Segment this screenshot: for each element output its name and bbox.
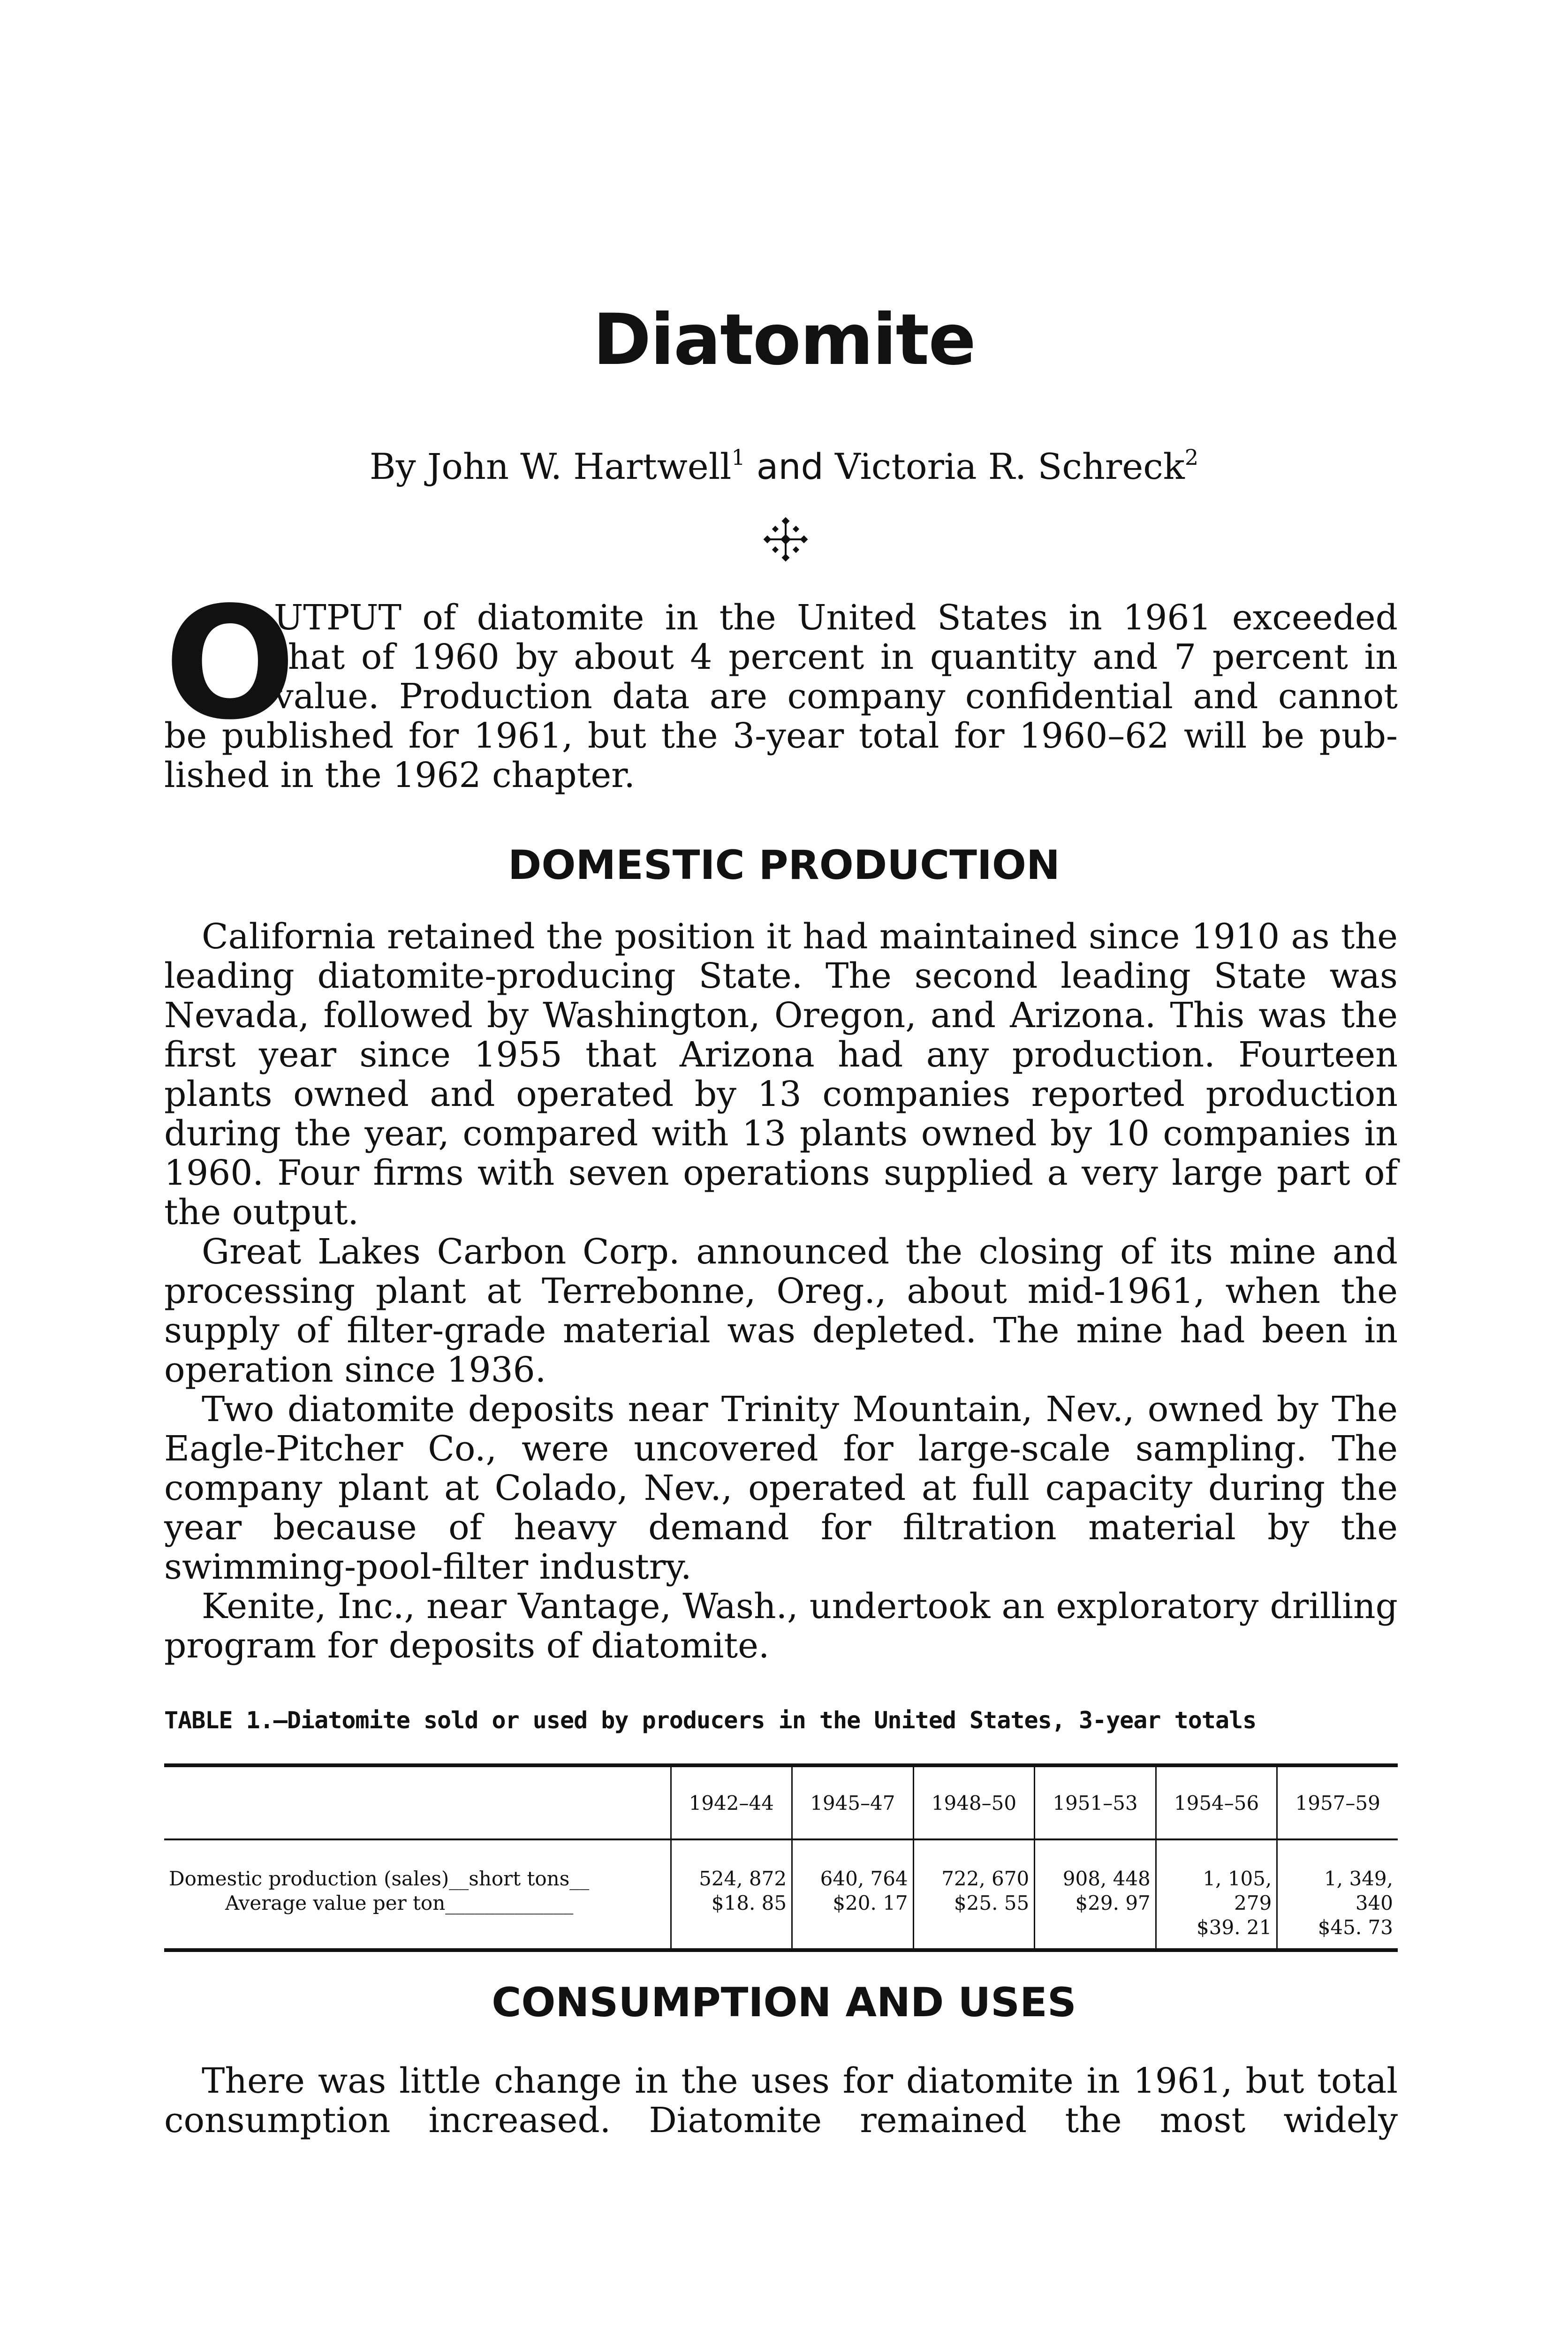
intro-line: be published for 1961, but the 3-year total for 1960–62 will be pub-: [164, 716, 1398, 756]
cell-value: 722, 670: [941, 1867, 1030, 1890]
row-label: Average value per ton_____________: [225, 1891, 574, 1914]
header-blank: [164, 1765, 671, 1839]
byline: [0, 443, 1568, 490]
column-header: 1951–53: [1035, 1765, 1156, 1839]
cell-value: $29. 97: [1075, 1891, 1151, 1914]
table-header-row: [164, 1765, 1398, 1839]
consumption-text: [164, 2061, 1398, 2140]
author-2: Victoria R. Schreck: [834, 446, 1185, 487]
heading-consumption-and-uses: CONSUMPTION AND USES: [492, 1979, 1076, 2026]
table-cell: [1277, 1839, 1398, 1950]
ornament-icon: [760, 514, 811, 565]
column-header: 1948–50: [913, 1765, 1035, 1839]
column-header: 1954–56: [1156, 1765, 1277, 1839]
table-cell: [1156, 1839, 1277, 1950]
cell-value: 640, 764: [820, 1867, 908, 1890]
cell-value: 908, 448: [1062, 1867, 1151, 1890]
column-header: 1957–59: [1277, 1765, 1398, 1839]
paragraph: California retained the position it had maintained since 1910 as the leading diatomite-producing State. The second leading State was Nevada, followed by Washington, Oregon, and Arizona. This was the first year since 1955 that Arizona had any production. Fourteen plants owned and operated by 13 companies reported production during the year, compared with 13 plants owned by 10 companies in 1960. Four firms with seven operations supplied a very large part of the output.: [164, 916, 1398, 1233]
cell-value: $39. 21: [1197, 1916, 1272, 1939]
table-row: [164, 1839, 1398, 1950]
cell-value: 524, 872: [699, 1867, 787, 1890]
intro-line: value. Production data are company confidential and cannot: [274, 676, 1398, 717]
table-cell: [671, 1839, 792, 1950]
paragraph: Kenite, Inc., near Vantage, Wash., undertook an exploratory drilling program for deposits of diatomite.: [164, 1586, 1398, 1666]
paragraph: There was little change in the uses for diatomite in 1961, but total consumption increased. Diatomite remained the most widely: [164, 2061, 1398, 2141]
table-cell: [1035, 1839, 1156, 1950]
cell-value: 1, 105, 279: [1203, 1867, 1272, 1914]
byline-and: and: [756, 446, 824, 487]
intro-line: UTPUT of diatomite in the United States in 1961 exceeded: [274, 598, 1398, 638]
column-header: 1945–47: [792, 1765, 914, 1839]
author-1: By John W. Hartwell: [369, 446, 732, 487]
intro-line: that of 1960 by about 4 percent in quantity and 7 percent in: [274, 637, 1398, 677]
cell-value: 1, 349, 340: [1324, 1867, 1393, 1914]
page-title: Diatomite: [592, 299, 976, 381]
row-label: Domestic production (sales)__short tons__: [169, 1867, 590, 1890]
table-caption: TABLE 1.—Diatomite sold or used by producers in the United States, 3-year totals: [164, 1707, 1257, 1734]
paragraph: Great Lakes Carbon Corp. announced the closing of its mine and processing plant at Terrebonne, Oreg., about mid-1961, when the supply of filter-grade material was depleted. The mine had been in operation since 1936.: [164, 1232, 1398, 1390]
drop-cap: O: [164, 574, 296, 754]
cell-value: $20. 17: [833, 1891, 908, 1914]
footnote-mark-1: 1: [731, 445, 745, 470]
cell-value: $25. 55: [954, 1891, 1030, 1914]
domestic-production-text: [164, 917, 1398, 1665]
row-label-block: [164, 1839, 671, 1950]
table-cell: [792, 1839, 914, 1950]
heading-domestic-production: DOMESTIC PRODUCTION: [508, 842, 1060, 889]
paragraph: Two diatomite deposits near Trinity Mountain, Nev., owned by The Eagle-Pitcher Co., were uncovered for large-scale sampling. The company plant at Colado, Nev., operated at full capacity during the year because of heavy demand for filtration material by the swimming-pool-filter industry.: [164, 1389, 1398, 1587]
column-header: 1942–44: [671, 1765, 792, 1839]
table-cell: [913, 1839, 1035, 1950]
cell-value: $18. 85: [711, 1891, 787, 1914]
footnote-mark-2: 2: [1184, 445, 1199, 470]
production-table: [164, 1763, 1398, 1952]
cell-value: $45. 73: [1318, 1916, 1393, 1939]
intro-line: lished in the 1962 chapter.: [164, 755, 635, 795]
